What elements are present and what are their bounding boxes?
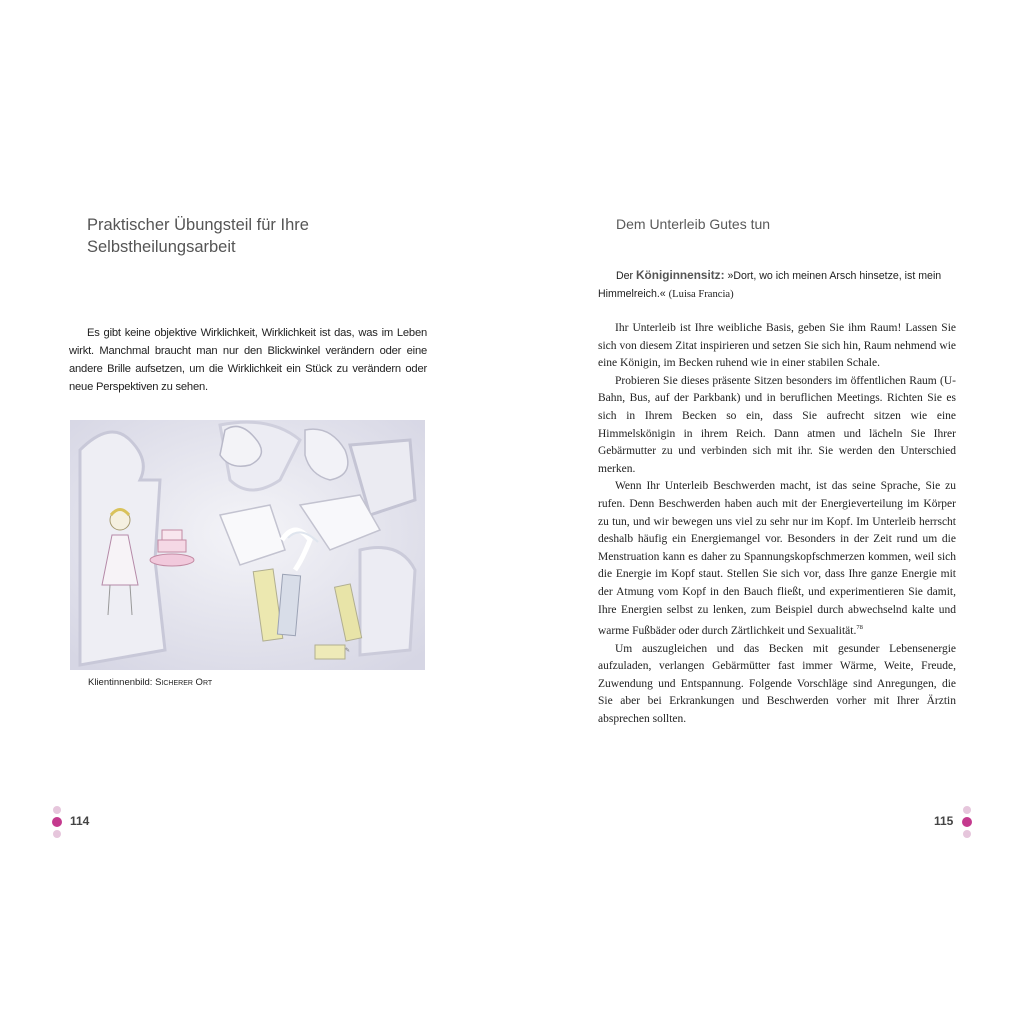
- chapter-title-line1: Praktischer Übungsteil für Ihre: [87, 216, 309, 234]
- caption-label: Klientinnenbild:: [88, 677, 153, 688]
- page-marker-dots-right: [962, 806, 972, 838]
- dot-icon: [53, 806, 61, 814]
- page-number-left: 114: [70, 814, 90, 828]
- dot-icon: [962, 817, 972, 827]
- paragraph-1: Ihr Unterleib ist Ihre weibliche Basis, geben Sie ihm Raum! Lassen Sie sich von diesem Zitat inspirieren und setzen Sie sich hin, Raum nehmend wie eine Königin, im Becken ruhend wie in einer stabilen Schale.: [598, 322, 956, 370]
- dot-icon: [963, 830, 971, 838]
- chapter-title-line2: Selbstheilungsarbeit: [87, 238, 236, 256]
- body-text: [598, 320, 956, 728]
- caption-title: Sicherer Ort: [155, 677, 213, 688]
- paragraph-4: Um auszugleichen und das Becken mit gesunder Lebensenergie aufzuladen, verlangen Gebärmütter fast immer Wärme, Weite, Freude, Zuwendung und Entspannung. Folgende Vorschläge sind Anregungen, die Sie aber bei Erkrankungen und Beschwerden vorher mit Ihrer Ärztin absprechen sollten.: [598, 642, 956, 725]
- paragraph-2: Probieren Sie dieses präsente Sitzen besonders im öffentlichen Raum (U-Bahn, Bus, auf der Parkbank) und in beruflichen Meetings. Richten Sie es sich in Ihrem Becken so ein, dass Sie aufrecht sitzen wie eine Himmelskönigin in ihrem Reich. Dann atmen und lächeln Sie Ihrer Gebärmutter zu und verbinden sich mit ihr. Sie werden den Unterschied merken.: [598, 374, 956, 475]
- intro-text: Es gibt keine objektive Wirklichkeit, Wirklichkeit ist das, was im Leben wirkt. Manchmal braucht man nur den Blickwinkel verändern oder eine andere Brille aufsetzen, um die Wirklichkeit ein Stück zu verändern oder neue Perspektiven zu sehen.: [69, 327, 427, 393]
- drawing-illustration: [70, 420, 425, 670]
- paragraph-3: [598, 478, 956, 640]
- quote-prefix: Der: [616, 270, 634, 282]
- client-drawing-image: [70, 420, 425, 670]
- dot-icon: [53, 830, 61, 838]
- section-title: Dem Unterleib Gutes tun: [616, 216, 771, 232]
- intro-paragraph: [69, 324, 427, 396]
- quote-text: »Dort, wo ich meinen Arsch hinsetze, ist mein Himmelreich.«: [598, 270, 942, 300]
- image-caption: [88, 677, 212, 688]
- quote-block: [598, 266, 956, 304]
- paragraph-3-text: Wenn Ihr Unterleib Beschwerden macht, ist das seine Sprache, Sie zu rufen. Denn Beschwerden haben auch mit der Energieverteilung im Körper zu tun, und wir bewegen uns viel zu sehr nur im Kopf. Im Unterleib herrscht deshalb häufig ein Energiemangel vor. Besonders in der Zeit rund um die Menstruation kann es daher zu Spannungskopfschmerzen kommen, weil sich die Energie im Kopf staut. Stellen Sie sich vor, dass Ihre ganze Energie mit der Atmung vom Kopf in den Bauch fließt, und experimentieren Sie damit, Ihre Energien selbst zu lenken, zum Beispiel durch abwechselnd kalte und warme Fußbäder oder durch Zärtlichkeit und Sexualität.: [598, 480, 956, 637]
- right-page: [512, 0, 1024, 1024]
- footnote-reference: 78: [856, 624, 863, 632]
- quote-source: (Luisa Francia): [668, 289, 734, 300]
- chapter-title: [87, 214, 387, 258]
- dot-icon: [52, 817, 62, 827]
- dot-icon: [963, 806, 971, 814]
- page-marker-dots-left: [52, 806, 62, 838]
- quote-term: Königinnensitz:: [636, 268, 725, 282]
- artist-signature: ✎: [345, 648, 351, 654]
- page-number-right: 115: [934, 814, 954, 828]
